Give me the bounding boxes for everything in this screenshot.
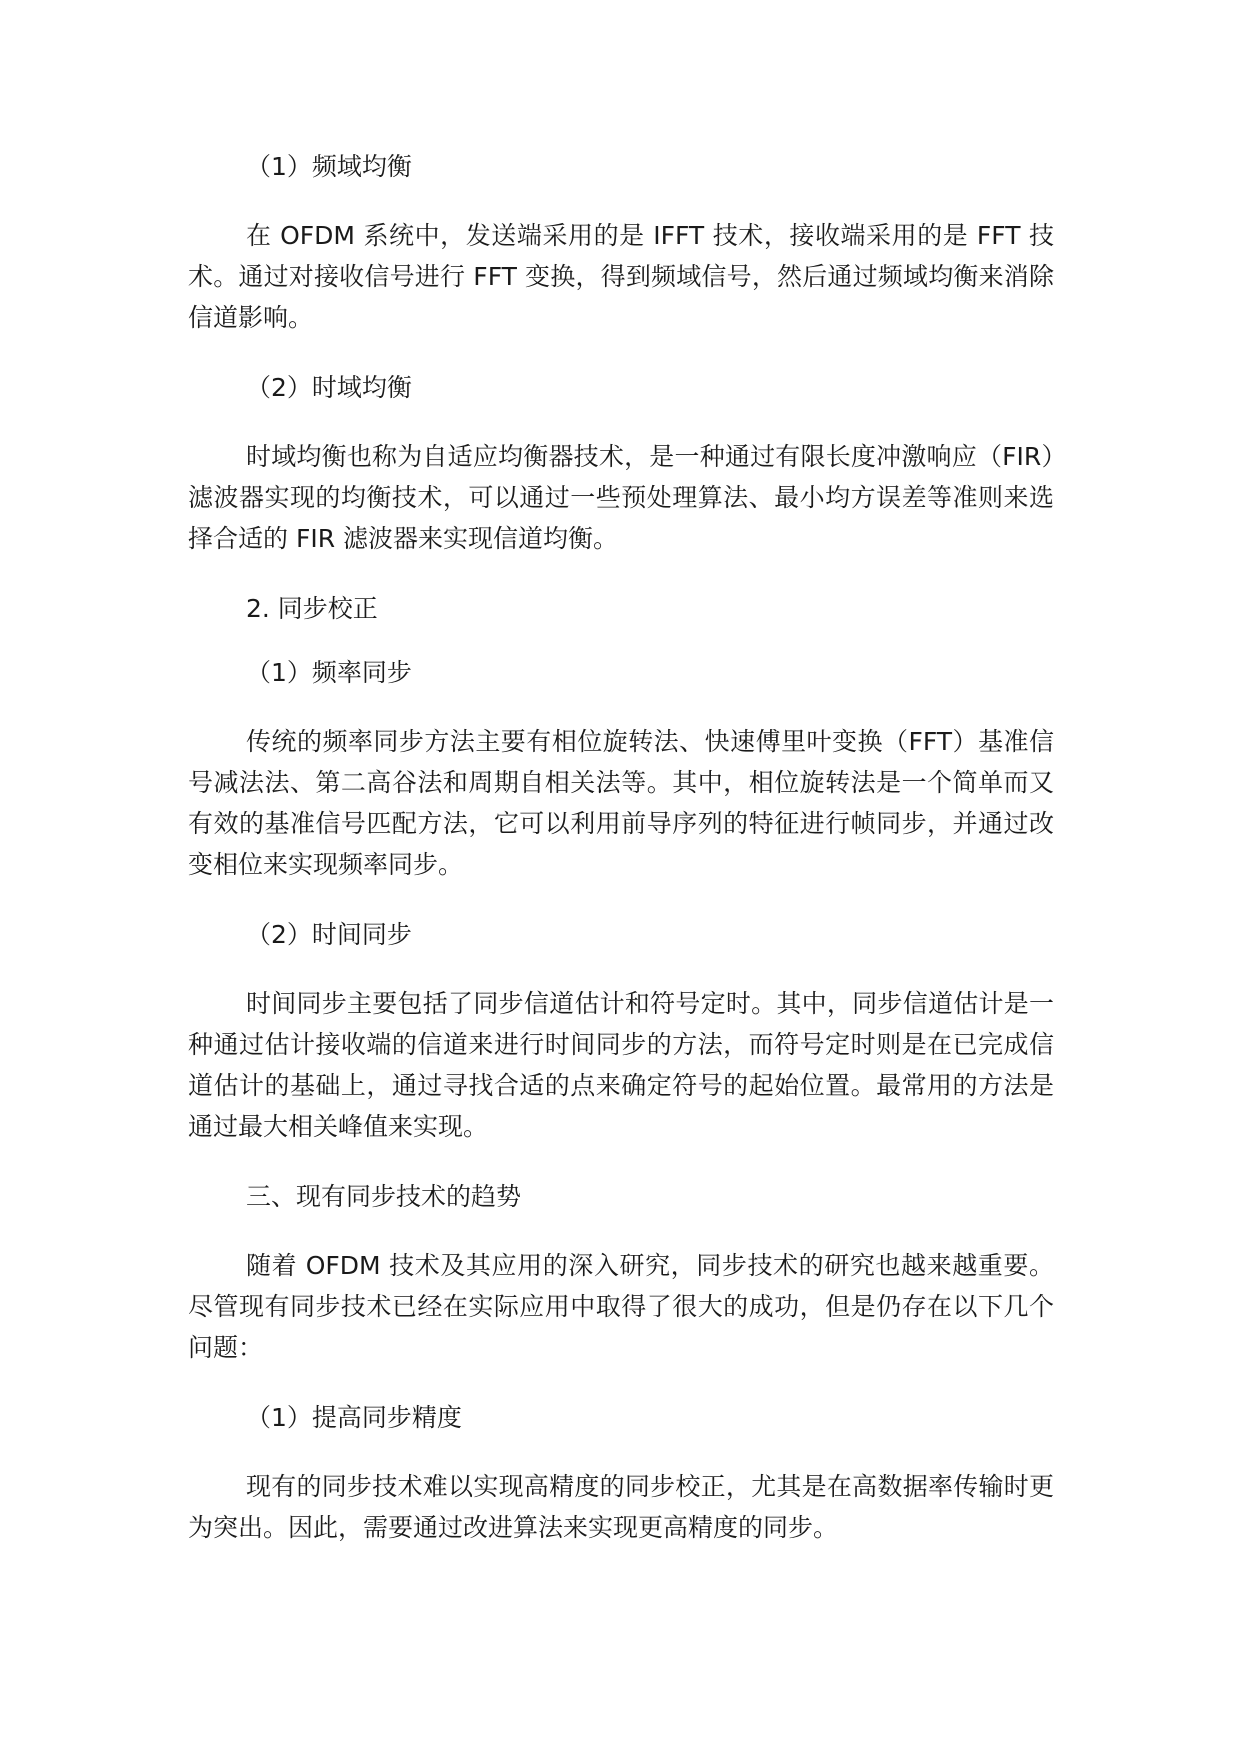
paragraph-improve-precision: 现有的同步技术难以实现高精度的同步校正，尤其是在高数据率传输时更为突出。因此，需要通过改进算法来实现更高精度的同步。 bbox=[188, 1472, 1054, 1542]
paragraph-frequency-sync: 传统的频率同步方法主要有相位旋转法、快速傅里叶变换（FFT）基准信号减法法、第二高谷法和周期自相关法等。其中，相位旋转法是一个简单而又有效的基准信号匹配方法，它可以利用前导序列的特征进行帧同步，并通过改变相位来实现频率同步。 bbox=[188, 727, 1054, 879]
section-heading-frequency-equalization: （1）频域均衡 bbox=[246, 152, 412, 181]
section-heading-time-sync: （2）时间同步 bbox=[246, 920, 412, 949]
paragraph-frequency-equalization: 在 OFDM 系统中，发送端采用的是 IFFT 技术，接收端采用的是 FFT 技术。通过对接收信号进行 FFT 变换，得到频域信号，然后通过频域均衡来消除信道影响。 bbox=[188, 221, 1054, 332]
section-heading-sync-trends: 三、现有同步技术的趋势 bbox=[246, 1182, 522, 1211]
section-heading-improve-precision: （1）提高同步精度 bbox=[246, 1403, 462, 1432]
section-heading-sync-correction: 2. 同步校正 bbox=[246, 594, 378, 623]
paragraph-time-equalization: 时域均衡也称为自适应均衡器技术，是一种通过有限长度冲激响应（FIR）滤波器实现的均衡技术，可以通过一些预处理算法、最小均方误差等准则来选择合适的 FIR 滤波器来实现信道均衡。 bbox=[188, 442, 1054, 553]
paragraph-time-sync: 时间同步主要包括了同步信道估计和符号定时。其中，同步信道估计是一种通过估计接收端的信道来进行时间同步的方法，而符号定时则是在已完成信道估计的基础上，通过寻找合适的点来确定符号的起始位置。最常用的方法是通过最大相关峰值来实现。 bbox=[188, 989, 1054, 1141]
paragraph-sync-trends: 随着 OFDM 技术及其应用的深入研究，同步技术的研究也越来越重要。尽管现有同步技术已经在实际应用中取得了很大的成功，但是仍存在以下几个问题： bbox=[188, 1251, 1054, 1362]
section-heading-frequency-sync: （1）频率同步 bbox=[246, 658, 412, 687]
section-heading-time-equalization: （2）时域均衡 bbox=[246, 373, 412, 402]
document-body bbox=[188, 153, 1054, 1548]
